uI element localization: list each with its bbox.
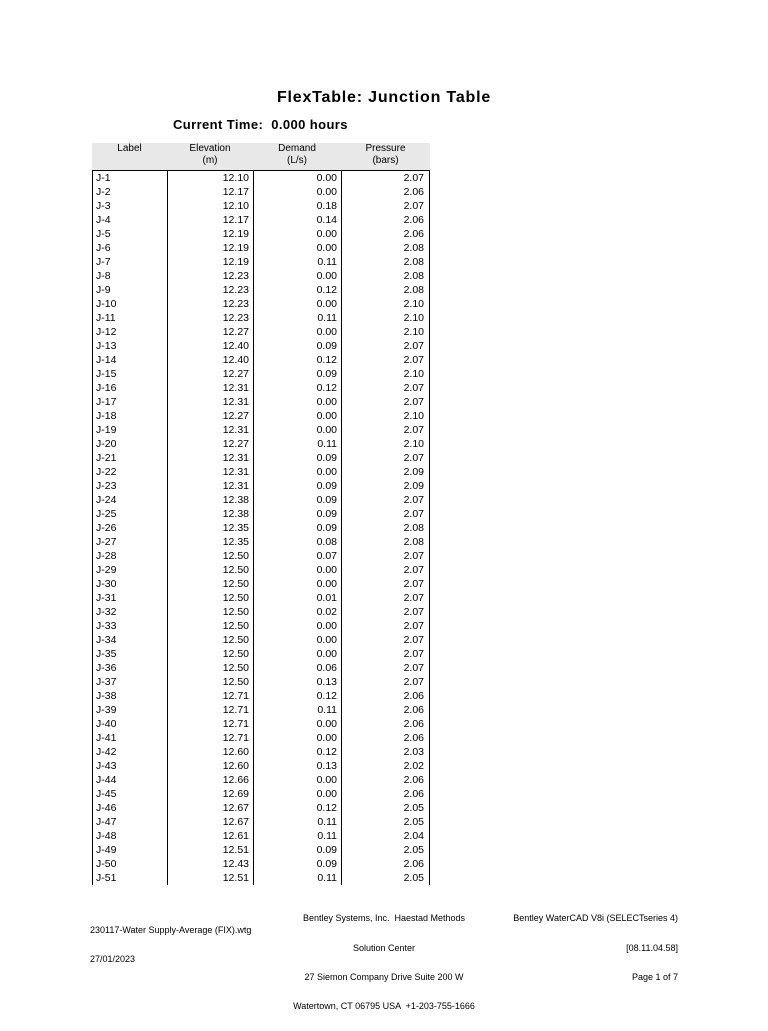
cell-elevation: 12.10 [167, 171, 253, 185]
cell-elevation: 12.50 [167, 633, 253, 647]
cell-demand: 0.11 [253, 703, 341, 717]
cell-pressure: 2.07 [341, 507, 430, 521]
cell-demand: 0.09 [253, 367, 341, 381]
cell-elevation: 12.71 [167, 717, 253, 731]
table-row [92, 423, 430, 437]
cell-pressure: 2.07 [341, 493, 430, 507]
cell-elevation: 12.69 [167, 787, 253, 801]
cell-demand: 0.00 [253, 619, 341, 633]
cell-demand: 0.00 [253, 633, 341, 647]
column-header-name: Label [117, 143, 142, 154]
table-row [92, 843, 430, 857]
cell-demand: 0.11 [253, 815, 341, 829]
cell-elevation: 12.31 [167, 479, 253, 493]
footer-product-info [513, 895, 678, 1002]
cell-label: J-21 [92, 451, 167, 465]
cell-label: J-45 [92, 787, 167, 801]
column-header-label [92, 143, 167, 170]
cell-demand: 0.09 [253, 339, 341, 353]
footer-company-line: Watertown, CT 06795 USA +1-203-755-1666 [293, 1000, 475, 1011]
table-row [92, 661, 430, 675]
cell-pressure: 2.06 [341, 689, 430, 703]
cell-label: J-23 [92, 479, 167, 493]
table-row [92, 619, 430, 633]
cell-demand: 0.00 [253, 409, 341, 423]
cell-elevation: 12.23 [167, 297, 253, 311]
cell-demand: 0.11 [253, 311, 341, 325]
cell-pressure: 2.10 [341, 325, 430, 339]
cell-pressure: 2.10 [341, 297, 430, 311]
cell-pressure: 2.06 [341, 787, 430, 801]
cell-elevation: 12.50 [167, 563, 253, 577]
cell-elevation: 12.51 [167, 843, 253, 857]
cell-demand: 0.00 [253, 577, 341, 591]
cell-demand: 0.09 [253, 507, 341, 521]
cell-elevation: 12.27 [167, 325, 253, 339]
footer-file-info [90, 907, 251, 983]
cell-pressure: 2.06 [341, 185, 430, 199]
cell-elevation: 12.67 [167, 815, 253, 829]
column-header-unit: (L/s) [287, 155, 307, 166]
cell-demand: 0.09 [253, 479, 341, 493]
cell-label: J-12 [92, 325, 167, 339]
cell-label: J-7 [92, 255, 167, 269]
cell-pressure: 2.10 [341, 367, 430, 381]
table-row [92, 605, 430, 619]
cell-demand: 0.09 [253, 843, 341, 857]
cell-pressure: 2.07 [341, 661, 430, 675]
cell-elevation: 12.60 [167, 745, 253, 759]
cell-label: J-26 [92, 521, 167, 535]
cell-label: J-17 [92, 395, 167, 409]
cell-label: J-47 [92, 815, 167, 829]
cell-label: J-27 [92, 535, 167, 549]
cell-elevation: 12.50 [167, 647, 253, 661]
cell-elevation: 12.35 [167, 535, 253, 549]
cell-elevation: 12.50 [167, 675, 253, 689]
cell-elevation: 12.40 [167, 353, 253, 367]
cell-pressure: 2.08 [341, 535, 430, 549]
footer-version: [08.11.04.58] [626, 942, 678, 953]
cell-pressure: 2.10 [341, 311, 430, 325]
cell-elevation: 12.27 [167, 367, 253, 381]
cell-label: J-37 [92, 675, 167, 689]
cell-elevation: 12.50 [167, 605, 253, 619]
cell-elevation: 12.23 [167, 283, 253, 297]
cell-demand: 0.02 [253, 605, 341, 619]
table-row [92, 563, 430, 577]
cell-demand: 0.12 [253, 801, 341, 815]
cell-demand: 0.00 [253, 787, 341, 801]
table-row [92, 633, 430, 647]
cell-demand: 0.11 [253, 255, 341, 269]
cell-elevation: 12.31 [167, 423, 253, 437]
cell-demand: 0.00 [253, 395, 341, 409]
cell-pressure: 2.07 [341, 353, 430, 367]
cell-label: J-42 [92, 745, 167, 759]
table-row [92, 787, 430, 801]
cell-label: J-31 [92, 591, 167, 605]
cell-elevation: 12.66 [167, 773, 253, 787]
column-header-unit: (m) [202, 155, 218, 166]
cell-demand: 0.00 [253, 325, 341, 339]
cell-label: J-10 [92, 297, 167, 311]
cell-pressure: 2.06 [341, 857, 430, 871]
table-row [92, 647, 430, 661]
cell-pressure: 2.08 [341, 283, 430, 297]
cell-demand: 0.11 [253, 437, 341, 451]
cell-pressure: 2.07 [341, 633, 430, 647]
cell-label: J-43 [92, 759, 167, 773]
cell-demand: 0.00 [253, 731, 341, 745]
cell-pressure: 2.04 [341, 829, 430, 843]
table-row [92, 493, 430, 507]
cell-label: J-29 [92, 563, 167, 577]
cell-demand: 0.00 [253, 227, 341, 241]
cell-demand: 0.08 [253, 535, 341, 549]
table-row [92, 353, 430, 367]
cell-elevation: 12.23 [167, 311, 253, 325]
footer-file-name: 230117-Water Supply-Average (FIX).wtg [90, 925, 252, 935]
cell-pressure: 2.10 [341, 409, 430, 423]
cell-label: J-39 [92, 703, 167, 717]
cell-pressure: 2.06 [341, 227, 430, 241]
footer-company-info [234, 895, 534, 1031]
cell-elevation: 12.23 [167, 269, 253, 283]
cell-pressure: 2.08 [341, 255, 430, 269]
cell-pressure: 2.05 [341, 801, 430, 815]
cell-pressure: 2.07 [341, 451, 430, 465]
cell-demand: 0.12 [253, 381, 341, 395]
table-row [92, 717, 430, 731]
cell-pressure: 2.07 [341, 647, 430, 661]
cell-elevation: 12.50 [167, 619, 253, 633]
cell-elevation: 12.50 [167, 549, 253, 563]
table-header [92, 143, 430, 171]
cell-pressure: 2.07 [341, 591, 430, 605]
cell-label: J-18 [92, 409, 167, 423]
cell-elevation: 12.35 [167, 521, 253, 535]
table-row [92, 171, 430, 185]
cell-pressure: 2.05 [341, 871, 430, 885]
column-header-elevation [167, 143, 253, 170]
footer-page-number: Page 1 of 7 [631, 971, 678, 982]
footer-date: 27/01/2023 [90, 953, 136, 964]
column-header-demand [253, 143, 341, 170]
table-row [92, 465, 430, 479]
cell-label: J-36 [92, 661, 167, 675]
cell-elevation: 12.31 [167, 381, 253, 395]
table-row [92, 857, 430, 871]
table-row [92, 591, 430, 605]
table-row [92, 871, 430, 885]
cell-elevation: 12.10 [167, 199, 253, 213]
cell-demand: 0.09 [253, 493, 341, 507]
cell-demand: 0.00 [253, 171, 341, 185]
cell-pressure: 2.07 [341, 339, 430, 353]
table-row [92, 213, 430, 227]
cell-elevation: 12.50 [167, 661, 253, 675]
cell-pressure: 2.07 [341, 563, 430, 577]
table-row [92, 227, 430, 241]
table-row [92, 759, 430, 773]
cell-label: J-24 [92, 493, 167, 507]
cell-elevation: 12.17 [167, 213, 253, 227]
cell-elevation: 12.43 [167, 857, 253, 871]
column-header-name: Pressure [365, 143, 406, 154]
cell-demand: 0.18 [253, 199, 341, 213]
table-row [92, 199, 430, 213]
cell-elevation: 12.71 [167, 689, 253, 703]
table-row [92, 773, 430, 787]
cell-pressure: 2.09 [341, 479, 430, 493]
footer-company-line: Bentley Systems, Inc. Haestad Methods [302, 913, 466, 924]
cell-elevation: 12.19 [167, 227, 253, 241]
cell-demand: 0.00 [253, 297, 341, 311]
cell-label: J-34 [92, 633, 167, 647]
cell-demand: 0.09 [253, 521, 341, 535]
cell-demand: 0.00 [253, 241, 341, 255]
table-row [92, 675, 430, 689]
cell-pressure: 2.06 [341, 717, 430, 731]
cell-demand: 0.01 [253, 591, 341, 605]
table-row [92, 297, 430, 311]
footer-company-line: Solution Center [352, 942, 416, 953]
cell-demand: 0.13 [253, 675, 341, 689]
cell-demand: 0.09 [253, 451, 341, 465]
table-row [92, 731, 430, 745]
cell-label: J-30 [92, 577, 167, 591]
cell-label: J-49 [92, 843, 167, 857]
cell-demand: 0.00 [253, 185, 341, 199]
cell-pressure: 2.08 [341, 521, 430, 535]
cell-pressure: 2.08 [341, 269, 430, 283]
cell-demand: 0.06 [253, 661, 341, 675]
footer-company-line: 27 Siemon Company Drive Suite 200 W [304, 971, 464, 982]
table-row [92, 577, 430, 591]
column-header-pressure [341, 143, 430, 170]
cell-pressure: 2.06 [341, 703, 430, 717]
cell-demand: 0.00 [253, 773, 341, 787]
table-row [92, 311, 430, 325]
table-row [92, 801, 430, 815]
cell-demand: 0.00 [253, 563, 341, 577]
table-row [92, 395, 430, 409]
cell-pressure: 2.06 [341, 213, 430, 227]
cell-demand: 0.00 [253, 269, 341, 283]
table-row [92, 185, 430, 199]
cell-label: J-5 [92, 227, 167, 241]
table-row [92, 689, 430, 703]
cell-elevation: 12.67 [167, 801, 253, 815]
cell-pressure: 2.05 [341, 843, 430, 857]
cell-pressure: 2.07 [341, 381, 430, 395]
cell-label: J-41 [92, 731, 167, 745]
cell-elevation: 12.50 [167, 591, 253, 605]
cell-demand: 0.12 [253, 283, 341, 297]
table-row [92, 241, 430, 255]
cell-elevation: 12.31 [167, 451, 253, 465]
cell-demand: 0.12 [253, 745, 341, 759]
column-header-unit: (bars) [372, 155, 399, 166]
cell-label: J-22 [92, 465, 167, 479]
cell-label: J-33 [92, 619, 167, 633]
cell-elevation: 12.31 [167, 465, 253, 479]
table-row [92, 535, 430, 549]
cell-elevation: 12.50 [167, 577, 253, 591]
column-header-name: Elevation [189, 143, 231, 154]
cell-demand: 0.14 [253, 213, 341, 227]
cell-elevation: 12.27 [167, 437, 253, 451]
table-row [92, 507, 430, 521]
page-title: FlexTable: Junction Table [276, 89, 492, 106]
cell-demand: 0.00 [253, 423, 341, 437]
cell-label: J-9 [92, 283, 167, 297]
table-row [92, 409, 430, 423]
footer-product: Bentley WaterCAD V8i (SELECTseries 4) [513, 913, 678, 924]
cell-pressure: 2.07 [341, 171, 430, 185]
cell-label: J-8 [92, 269, 167, 283]
table-row [92, 549, 430, 563]
table-row [92, 829, 430, 843]
table-row [92, 339, 430, 353]
cell-pressure: 2.07 [341, 395, 430, 409]
table-row [92, 451, 430, 465]
cell-demand: 0.13 [253, 759, 341, 773]
cell-label: J-19 [92, 423, 167, 437]
cell-label: J-14 [92, 353, 167, 367]
table-row [92, 255, 430, 269]
cell-pressure: 2.06 [341, 773, 430, 787]
cell-demand: 0.09 [253, 857, 341, 871]
cell-demand: 0.11 [253, 829, 341, 843]
cell-label: J-2 [92, 185, 167, 199]
cell-demand: 0.00 [253, 465, 341, 479]
table-row [92, 283, 430, 297]
cell-pressure: 2.05 [341, 815, 430, 829]
table-row [92, 269, 430, 283]
cell-elevation: 12.38 [167, 507, 253, 521]
cell-demand: 0.00 [253, 647, 341, 661]
table-row [92, 325, 430, 339]
cell-elevation: 12.17 [167, 185, 253, 199]
table-row [92, 815, 430, 829]
cell-demand: 0.12 [253, 353, 341, 367]
cell-elevation: 12.27 [167, 409, 253, 423]
junction-table-body [92, 171, 430, 885]
cell-pressure: 2.07 [341, 199, 430, 213]
cell-label: J-38 [92, 689, 167, 703]
cell-pressure: 2.06 [341, 731, 430, 745]
cell-label: J-35 [92, 647, 167, 661]
cell-elevation: 12.71 [167, 731, 253, 745]
cell-pressure: 2.07 [341, 423, 430, 437]
cell-label: J-25 [92, 507, 167, 521]
cell-label: J-50 [92, 857, 167, 871]
cell-elevation: 12.51 [167, 871, 253, 885]
cell-demand: 0.00 [253, 717, 341, 731]
cell-demand: 0.12 [253, 689, 341, 703]
cell-label: J-44 [92, 773, 167, 787]
cell-label: J-32 [92, 605, 167, 619]
cell-label: J-46 [92, 801, 167, 815]
cell-label: J-48 [92, 829, 167, 843]
cell-pressure: 2.09 [341, 465, 430, 479]
table-row [92, 437, 430, 451]
cell-label: J-11 [92, 311, 167, 325]
cell-label: J-13 [92, 339, 167, 353]
table-row [92, 479, 430, 493]
cell-label: J-4 [92, 213, 167, 227]
cell-demand: 0.11 [253, 871, 341, 885]
cell-elevation: 12.19 [167, 255, 253, 269]
cell-pressure: 2.08 [341, 241, 430, 255]
current-time: Current Time: 0.000 hours [173, 117, 348, 132]
cell-pressure: 2.02 [341, 759, 430, 773]
cell-pressure: 2.10 [341, 437, 430, 451]
table-row [92, 367, 430, 381]
cell-pressure: 2.07 [341, 577, 430, 591]
cell-pressure: 2.03 [341, 745, 430, 759]
cell-label: J-51 [92, 871, 167, 885]
table-row [92, 745, 430, 759]
cell-elevation: 12.61 [167, 829, 253, 843]
cell-demand: 0.07 [253, 549, 341, 563]
table-row [92, 521, 430, 535]
table-row [92, 381, 430, 395]
cell-pressure: 2.07 [341, 605, 430, 619]
column-header-name: Demand [278, 143, 316, 154]
cell-label: J-28 [92, 549, 167, 563]
cell-label: J-3 [92, 199, 167, 213]
cell-label: J-1 [92, 171, 167, 185]
cell-pressure: 2.07 [341, 549, 430, 563]
cell-label: J-16 [92, 381, 167, 395]
cell-pressure: 2.07 [341, 675, 430, 689]
cell-pressure: 2.07 [341, 619, 430, 633]
cell-elevation: 12.38 [167, 493, 253, 507]
table-row [92, 703, 430, 717]
cell-label: J-15 [92, 367, 167, 381]
cell-label: J-20 [92, 437, 167, 451]
cell-elevation: 12.60 [167, 759, 253, 773]
cell-label: J-40 [92, 717, 167, 731]
cell-label: J-6 [92, 241, 167, 255]
cell-elevation: 12.19 [167, 241, 253, 255]
cell-elevation: 12.40 [167, 339, 253, 353]
cell-elevation: 12.31 [167, 395, 253, 409]
cell-elevation: 12.71 [167, 703, 253, 717]
